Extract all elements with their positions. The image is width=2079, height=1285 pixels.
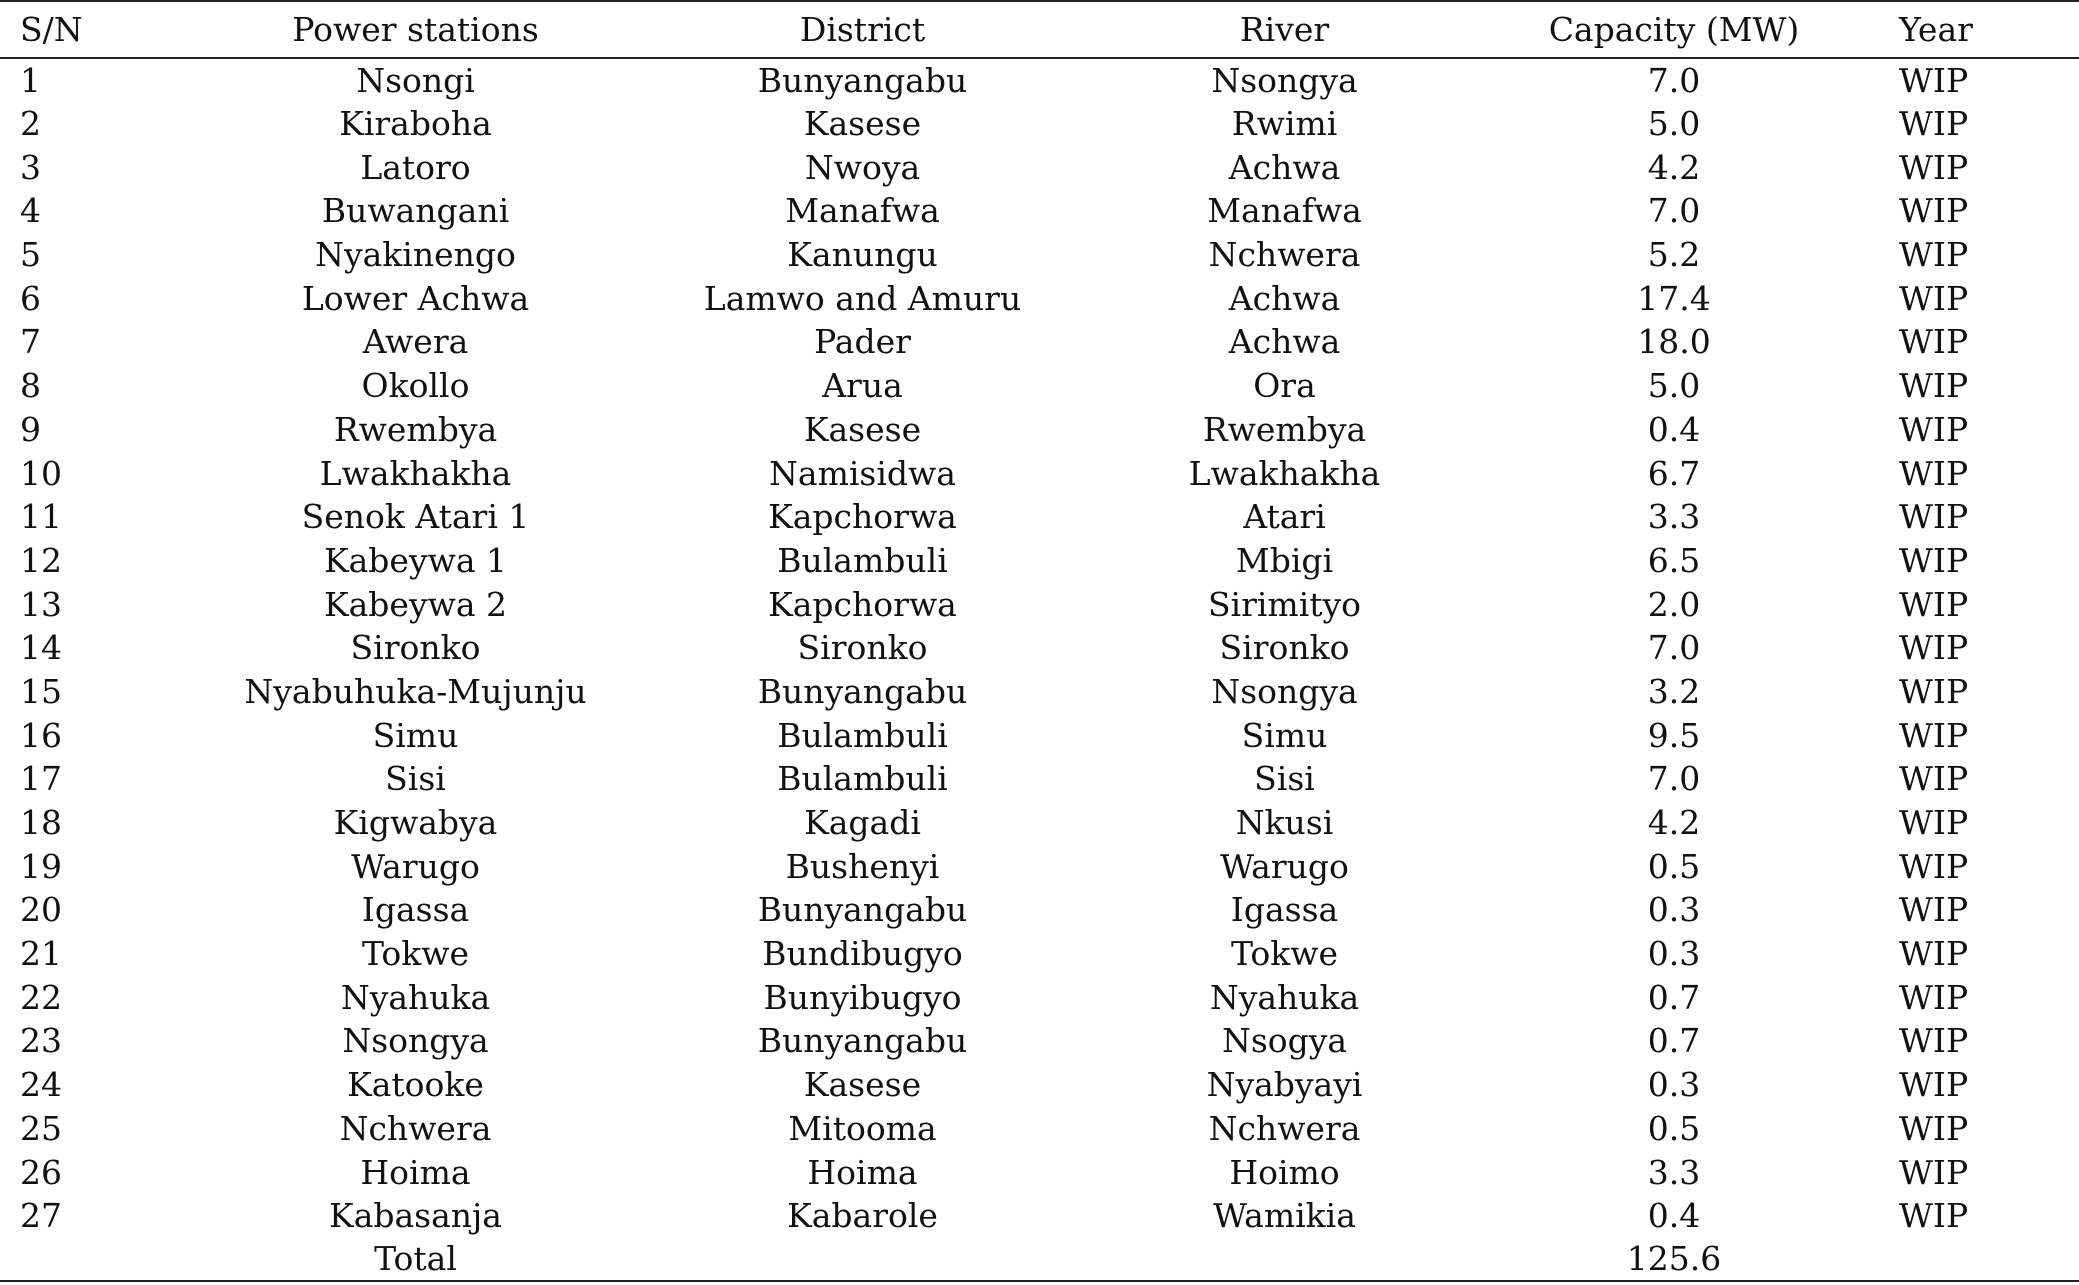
cell-river: Mbigi [1235,540,1334,580]
cell-district: Kagadi [804,803,921,843]
cell-district: Bundibugyo [762,934,963,974]
table-row [0,975,2079,1019]
cell-capacity: 0.4 [1647,1196,1701,1236]
cell-river: Achwa [1228,147,1341,187]
cell-power-station: Katooke [347,1065,484,1105]
cell-sn: 2 [20,104,41,144]
cell-river: Sirimityo [1207,584,1362,624]
header-row [0,1,2079,58]
cell-capacity: 7.0 [1647,628,1701,668]
cell-river: Nsongya [1211,671,1358,711]
cell-year: WIP [1899,104,1969,144]
cell-district: Mitooma [788,1108,937,1148]
cell-power-station: Buwangani [321,191,510,231]
cell-district: Bunyangabu [757,671,968,711]
table-row [0,408,2079,452]
cell-year: WIP [1899,584,1969,624]
cell-capacity: 0.5 [1647,846,1701,886]
cell-capacity: 6.5 [1647,540,1701,580]
cell-power-station: Nsongya [342,1021,489,1061]
header-sn: S/N [0,1,210,58]
cell-capacity: 6.7 [1647,453,1701,493]
table-row [0,189,2079,233]
cell-power-station: Hoima [360,1152,471,1192]
cell-sn: 1 [20,60,41,100]
cell-power-station: Rwembya [333,409,498,449]
cell-year: WIP [1899,497,1969,537]
cell-year: WIP [1899,453,1969,493]
cell-sn: 20 [20,890,62,930]
cell-capacity: 3.3 [1647,1152,1701,1192]
cell-district: Bunyibugyo [763,977,962,1017]
cell-power-station: Okollo [361,366,470,406]
cell-capacity: 7.0 [1647,60,1701,100]
table-row [0,233,2079,277]
cell-year: WIP [1899,60,1969,100]
cell-capacity: 5.0 [1647,104,1701,144]
cell-capacity: 0.3 [1647,1065,1701,1105]
cell-sn: 10 [20,453,62,493]
total-year-empty [1883,1238,2079,1282]
cell-river: Rwimi [1231,104,1338,144]
cell-district: Hoima [807,1152,918,1192]
cell-district: Bushenyi [785,846,940,886]
cell-river: Nyahuka [1209,977,1360,1017]
cell-district: Kasese [803,409,922,449]
cell-power-station: Lwakhakha [319,453,512,493]
table-row [0,58,2079,102]
cell-district: Sironko [797,628,928,668]
cell-district: Lamwo and Amuru [703,278,1022,318]
cell-river: Achwa [1228,278,1341,318]
cell-capacity: 0.3 [1647,934,1701,974]
cell-river: Hoimo [1229,1152,1340,1192]
cell-sn: 9 [20,409,41,449]
cell-sn: 16 [20,715,62,755]
cell-year: WIP [1899,1196,1969,1236]
cell-district: Bulambuli [777,759,948,799]
cell-district: Nwoya [804,147,921,187]
cell-year: WIP [1899,1108,1969,1148]
table-row [0,1063,2079,1107]
cell-power-station: Latoro [360,147,471,187]
cell-year: WIP [1899,235,1969,275]
cell-year: WIP [1899,278,1969,318]
cell-district: Bunyangabu [757,60,968,100]
cell-power-station: Lower Achwa [301,278,530,318]
cell-district: Kanungu [787,235,938,275]
cell-year: WIP [1899,934,1969,974]
cell-river: Rwembya [1202,409,1367,449]
total-capacity: 125.6 [1465,1238,1883,1282]
cell-capacity: 3.2 [1647,671,1701,711]
cell-sn: 27 [20,1196,62,1236]
cell-year: WIP [1899,846,1969,886]
cell-sn: 5 [20,235,41,275]
header-capacity: Capacity (MW) [1465,1,1883,58]
cell-year: WIP [1899,191,1969,231]
cell-capacity: 4.2 [1647,147,1701,187]
cell-power-station: Nchwera [339,1108,492,1148]
cell-river: Igassa [1230,890,1339,930]
cell-sn: 8 [20,366,41,406]
cell-district: Bunyangabu [757,890,968,930]
cell-year: WIP [1899,759,1969,799]
cell-river: Manafwa [1207,191,1362,231]
cell-district: Kapchorwa [768,497,957,537]
cell-sn: 19 [20,846,62,886]
cell-river: Atari [1243,497,1326,537]
cell-river: Nsongya [1211,60,1358,100]
table-row [0,364,2079,408]
cell-river: Nkusi [1235,803,1334,843]
cell-sn: 15 [20,671,62,711]
cell-capacity: 0.4 [1647,409,1701,449]
cell-district: Kasese [803,104,922,144]
table-row [0,102,2079,146]
cell-capacity: 17.4 [1637,278,1711,318]
cell-district: Pader [814,322,911,362]
cell-power-station: Kabasanja [329,1196,502,1236]
cell-power-station: Simu [372,715,459,755]
cell-power-station: Nyabuhuka-Mujunju [244,671,587,711]
cell-river: Nchwera [1208,235,1361,275]
cell-year: WIP [1899,671,1969,711]
cell-capacity: 5.0 [1647,366,1701,406]
cell-river: Tokwe [1230,934,1339,974]
table-row [0,539,2079,583]
cell-river: Wamikia [1213,1196,1356,1236]
table-row [0,888,2079,932]
cell-capacity: 0.7 [1647,977,1701,1017]
cell-capacity: 2.0 [1647,584,1701,624]
cell-district: Bulambuli [777,715,948,755]
cell-capacity: 7.0 [1647,759,1701,799]
cell-river: Achwa [1228,322,1341,362]
cell-power-station: Igassa [361,890,470,930]
cell-river: Lwakhakha [1188,453,1381,493]
cell-sn: 17 [20,759,62,799]
table-row [0,495,2079,539]
table-row [0,1107,2079,1151]
cell-power-station: Awera [362,322,469,362]
cell-sn: 11 [20,497,62,537]
table-row [0,757,2079,801]
cell-river: Nsogya [1221,1021,1348,1061]
cell-sn: 3 [20,147,41,187]
table-row [0,582,2079,626]
cell-power-station: Kigwabya [333,803,498,843]
cell-capacity: 0.7 [1647,1021,1701,1061]
cell-power-station: Tokwe [361,934,470,974]
cell-district: Bulambuli [777,540,948,580]
cell-capacity: 0.5 [1647,1108,1701,1148]
cell-capacity: 0.3 [1647,890,1701,930]
cell-sn: 21 [20,934,62,974]
cell-year: WIP [1899,1021,1969,1061]
header-power-stations: Power stations [210,1,621,58]
table-row [0,1019,2079,1063]
cell-river: Ora [1253,366,1316,406]
table-row [0,1150,2079,1194]
cell-year: WIP [1899,322,1969,362]
cell-year: WIP [1899,977,1969,1017]
table-row [0,713,2079,757]
cell-year: WIP [1899,803,1969,843]
cell-sn: 23 [20,1021,62,1061]
table-row [0,320,2079,364]
cell-sn: 22 [20,977,62,1017]
cell-power-station: Kabeywa 1 [323,540,508,580]
cell-sn: 18 [20,803,62,843]
cell-district: Kabarole [787,1196,938,1236]
cell-year: WIP [1899,890,1969,930]
cell-power-station: Warugo [351,846,480,886]
cell-power-station: Sisi [385,759,446,799]
table-row [0,844,2079,888]
cell-power-station: Kiraboha [339,104,492,144]
cell-capacity: 3.3 [1647,497,1701,537]
cell-sn: 25 [20,1108,62,1148]
cell-river: Sisi [1254,759,1315,799]
total-district-empty [621,1238,1104,1282]
cell-district: Bunyangabu [757,1021,968,1061]
cell-sn: 7 [20,322,41,362]
cell-power-station: Nsongi [356,60,475,100]
table-row [0,801,2079,845]
total-row [0,1238,2079,1282]
cell-sn: 6 [20,278,41,318]
cell-river: Nchwera [1208,1108,1361,1148]
cell-capacity: 18.0 [1637,322,1711,362]
table-body [0,58,2079,1281]
table-header [0,1,2079,58]
table-row [0,1194,2079,1238]
cell-capacity: 5.2 [1647,235,1701,275]
cell-sn: 24 [20,1065,62,1105]
table-row [0,626,2079,670]
cell-sn: 13 [20,584,62,624]
cell-sn: 14 [20,628,62,668]
cell-power-station: Kabeywa 2 [323,584,508,624]
cell-year: WIP [1899,409,1969,449]
cell-capacity: 9.5 [1647,715,1701,755]
cell-power-station: Sironko [350,628,481,668]
cell-district: Kapchorwa [768,584,957,624]
total-sn-empty [0,1238,210,1282]
cell-sn: 26 [20,1152,62,1192]
cell-district: Arua [822,366,903,406]
cell-sn: 4 [20,191,41,231]
cell-district: Manafwa [785,191,940,231]
table-row [0,145,2079,189]
cell-river: Warugo [1220,846,1349,886]
table-row [0,451,2079,495]
cell-year: WIP [1899,628,1969,668]
cell-year: WIP [1899,715,1969,755]
header-year: Year [1883,1,2079,58]
cell-capacity: 7.0 [1647,191,1701,231]
cell-year: WIP [1899,1065,1969,1105]
cell-district: Namisidwa [769,453,956,493]
total-label: Total [210,1238,621,1282]
cell-sn: 12 [20,540,62,580]
cell-power-station: Nyakinengo [315,235,516,275]
cell-river: Nyabyayi [1206,1065,1363,1105]
cell-year: WIP [1899,1152,1969,1192]
header-district: District [621,1,1104,58]
table-row [0,932,2079,976]
cell-capacity: 4.2 [1647,803,1701,843]
cell-year: WIP [1899,147,1969,187]
cell-river: Simu [1241,715,1328,755]
cell-year: WIP [1899,540,1969,580]
cell-power-station: Senok Atari 1 [301,497,530,537]
header-river: River [1104,1,1465,58]
total-river-empty [1104,1238,1465,1282]
table-row [0,276,2079,320]
cell-power-station: Nyahuka [340,977,491,1017]
cell-river: Sironko [1219,628,1350,668]
cell-district: Kasese [803,1065,922,1105]
table-row [0,670,2079,714]
cell-year: WIP [1899,366,1969,406]
